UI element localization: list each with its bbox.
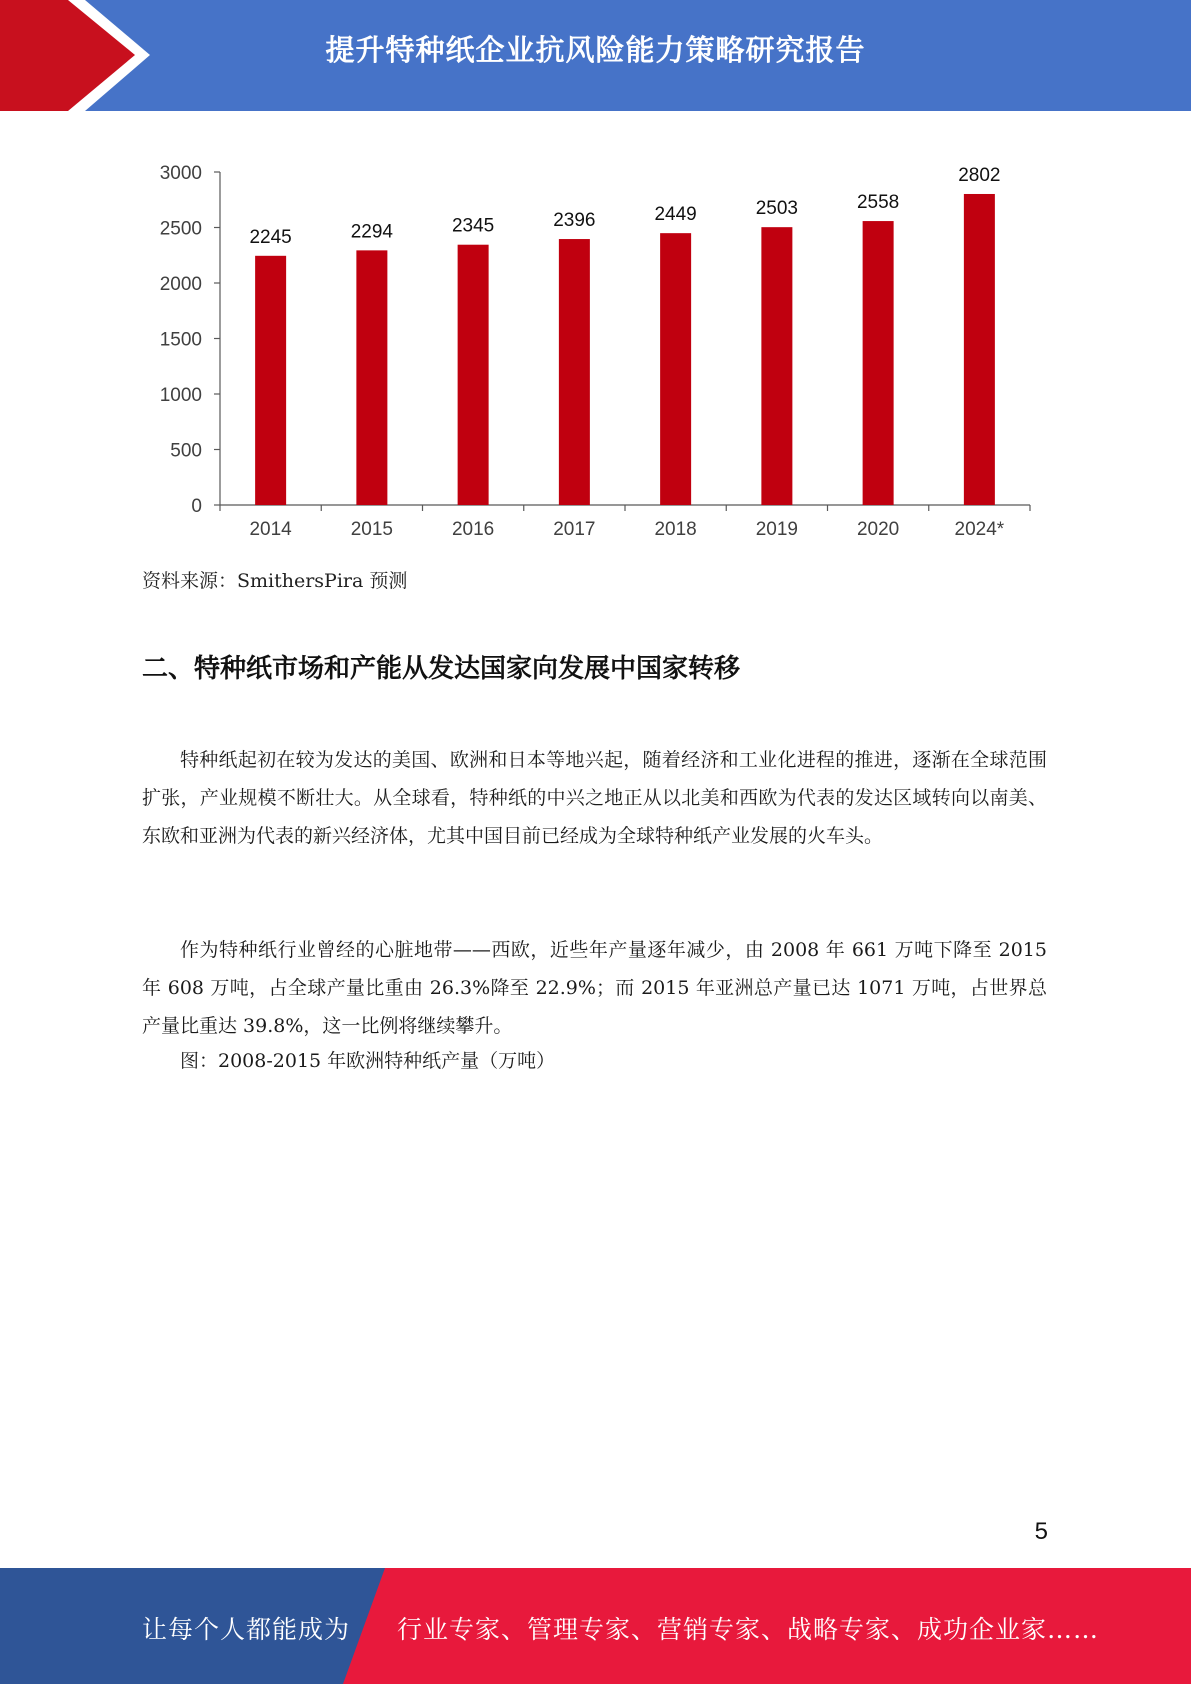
data-label: 2558 [856,192,900,214]
data-label: 2503 [755,198,799,220]
bar [255,256,286,505]
x-tick-label: 2020 [856,519,900,540]
footer-slogan-right: 行业专家、管理专家、营销专家、战略专家、成功企业家…… [397,1615,1100,1644]
bar-chart [130,150,1060,550]
data-label: 2802 [958,164,1001,186]
y-tick-label: 3000 [159,163,202,184]
bar [559,239,590,505]
bar [660,233,691,505]
header-banner [0,0,1191,111]
report-title: 提升特种纸企业抗风险能力策略研究报告 [325,33,866,67]
y-tick-label: 2000 [159,274,202,295]
bar [458,245,489,505]
paragraph-2: 作为特种纸行业曾经的心脏地带——西欧，近些年产量逐年减少，由 2008 年 661 万吨下降至 2015 年 608 万吨，占全球产量比重由 26.3%降至 22.9%；而 2015 年亚洲总产量已达 1071 万吨，占世界总产量比重达 39.8%，这一比例将继续攀升。 [142,939,1047,1037]
paragraph-1: 特种纸起初在较为发达的美国、欧洲和日本等地兴起，随着经济和工业化进程的推进，逐渐在全球范围扩张，产业规模不断壮大。从全球看，特种纸的中兴之地正从以北美和西欧为代表的发达区域转向以南美、东欧和亚洲为代表的新兴经济体，尤其中国目前已经成为全球特种纸产业发展的火车头。 [142,749,1047,847]
bar [863,221,894,505]
x-tick-label: 2019 [755,519,799,540]
footer-banner [0,1568,1191,1684]
data-label: 2449 [654,204,697,226]
data-label: 2294 [350,221,394,243]
bar [761,227,792,505]
bar [356,250,387,505]
y-tick-label: 1500 [159,329,202,351]
footer-slogan-left: 让每个人都能成为 [142,1615,351,1644]
y-tick-label: 2500 [159,218,202,240]
data-label: 2245 [249,226,292,248]
x-tick-label: 2014 [249,519,292,540]
x-tick-label: 2016 [451,519,495,540]
data-label: 2396 [553,210,596,232]
figure-caption: 图：2008-2015 年欧洲特种纸产量（万吨） [180,1050,556,1072]
page-number: 5 [1034,1518,1048,1545]
y-tick-label: 500 [170,440,202,462]
y-tick-label: 0 [191,496,202,517]
x-tick-label: 2024* [954,519,1005,540]
y-tick-label: 1000 [159,385,202,406]
section-heading: 二、特种纸市场和产能从发达国家向发展中国家转移 [142,654,741,684]
x-tick-label: 2015 [350,519,394,540]
x-tick-label: 2017 [553,519,596,540]
x-tick-label: 2018 [654,519,697,540]
source-note: 资料来源：SmithersPira 预测 [142,570,408,592]
bar [964,194,995,505]
data-label: 2345 [451,215,495,237]
